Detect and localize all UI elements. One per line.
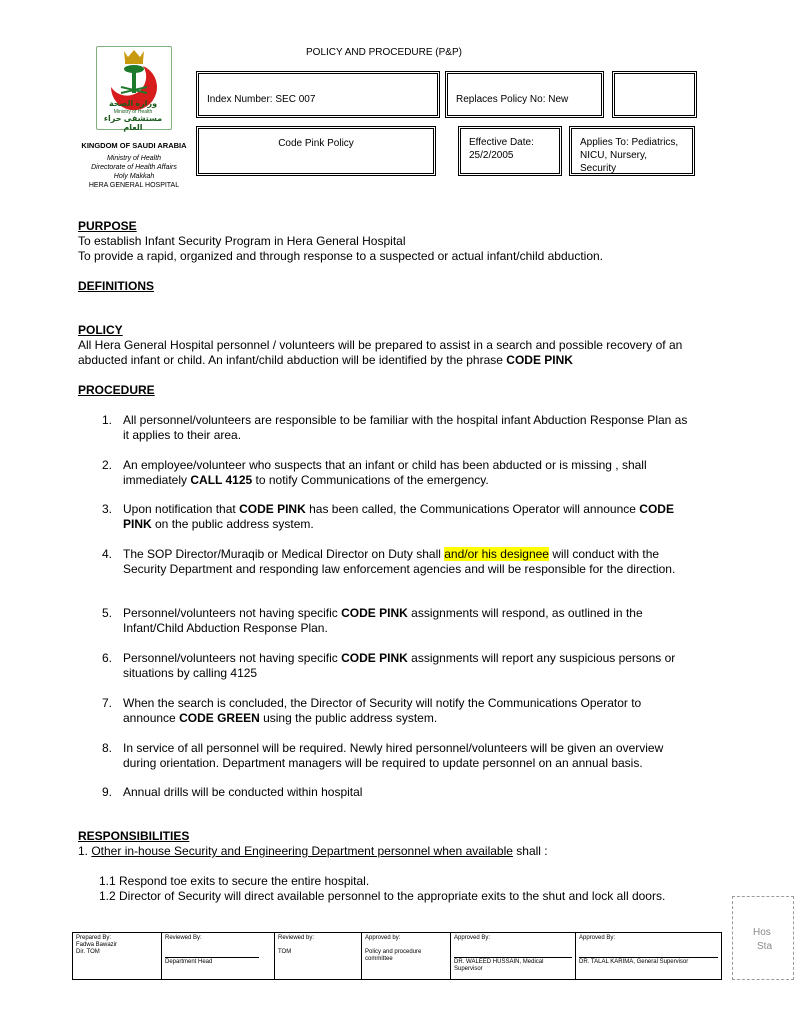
side-card-line-2: Sta [757, 941, 773, 952]
index-number-box [196, 71, 440, 118]
purpose-line-2: To provide a rapid, organized and through response to a suspected or actual infant/child abduction. [78, 249, 604, 263]
responsibilities-heading: RESPONSIBILITIES [78, 829, 190, 843]
logo-english-name: Ministry of Health [113, 109, 153, 115]
city-line: Holy Makkah [113, 173, 155, 180]
policy-heading: POLICY [78, 323, 123, 337]
definitions-heading: DEFINITIONS [78, 279, 155, 293]
applies-to: Applies To: Pediatrics, NICU, Nursery, Security [580, 137, 679, 174]
purpose-line-1: To establish Infant Security Program in Hera General Hospital [78, 234, 406, 248]
policy-title-box [196, 126, 436, 176]
side-card[interactable] [732, 896, 794, 980]
responsibility-item-1: 1. Other in-house Security and Engineering Department personnel when available shall : [78, 844, 548, 858]
signature-cell: Reviewed by: TOM [275, 933, 362, 980]
signature-cell: Prepared By: Fadwa Bawazir Dir. TOM [73, 933, 162, 980]
effective-date: 25/2/2005 [469, 150, 514, 161]
replaces-policy-box [445, 71, 604, 118]
purpose-heading: PURPOSE [78, 219, 137, 233]
replaces-policy: Replaces Policy No: New [456, 94, 569, 105]
hospital-name: HERA GENERAL HOSPITAL [88, 182, 180, 189]
policy-text: All Hera General Hospital personnel / volunteers will be prepared to assist in a search and possible recovery of an abducted infant or child. An infant/child abduction will be identified by the phrase CODE PINK [78, 338, 683, 367]
logo-arabic-hospital: مستشفى حراء العام [103, 114, 163, 132]
procedure-heading: PROCEDURE [78, 383, 155, 397]
signature-cell: Reviewed By: Department Head [162, 933, 275, 980]
policy-title: Code Pink Policy [278, 138, 354, 149]
highlighted-text: and/or his designee [444, 547, 549, 561]
kingdom-label: KINGDOM OF SAUDI ARABIA [81, 141, 187, 150]
logo-arabic-name: وزارة الصحة [108, 99, 158, 108]
directorate-line: Directorate of Health Affairs [91, 164, 177, 171]
effective-date-box [458, 126, 562, 176]
code-pink-phrase: CODE PINK [506, 353, 573, 367]
blank-box [612, 71, 697, 118]
side-card-line-1: Hos [753, 927, 771, 938]
signature-cell: Approved By: DR. WALEED HUSSAIN, Medical Supervisor [451, 933, 576, 980]
responsibility-sub-1: 1.1 Respond toe exits to secure the entire hospital. [99, 874, 370, 888]
signature-cell: Approved By: DR. TALAL KARIMA, General Supervisor [576, 933, 722, 980]
responsibility-sub-2: 1.2 Director of Security will direct available personnel to the appropriate exits to the shut and lock all doors. [99, 889, 666, 903]
document-type-title: POLICY AND PROCEDURE (P&P) [306, 47, 462, 58]
index-number: Index Number: SEC 007 [207, 94, 316, 105]
effective-date-label: Effective Date: [469, 137, 534, 148]
applies-to-box [569, 126, 695, 176]
signature-cell: Approved by: Policy and procedure committee [362, 933, 451, 980]
ministry-line: Ministry of Health [106, 155, 162, 162]
signature-table [72, 932, 722, 980]
